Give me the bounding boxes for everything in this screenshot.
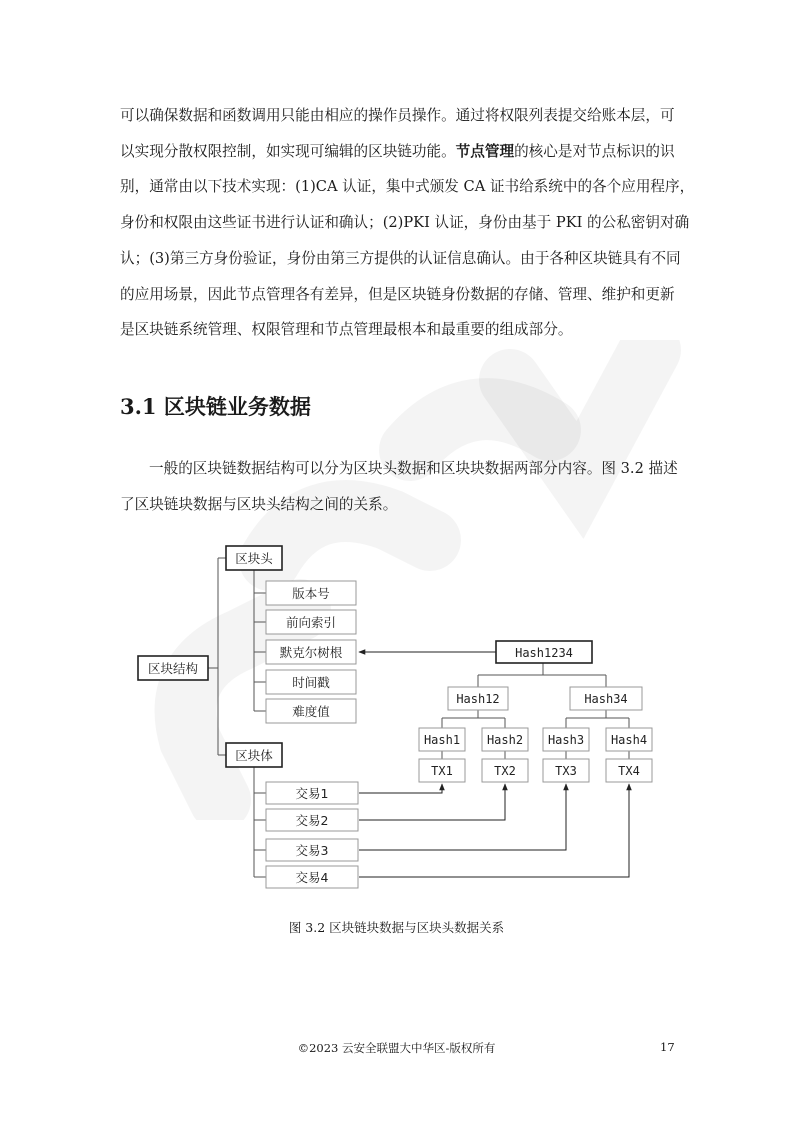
hash3-label: Hash3 <box>547 733 585 747</box>
header-field-timestamp: 时间戳 <box>292 675 330 690</box>
tx1-label: TX1 <box>431 764 453 778</box>
root-node-label: 区块结构 <box>147 661 199 676</box>
text-line: 的应用场景，因此节点管理各有差异，但是区块链身份数据的存储、管理、维护和更新 <box>120 285 675 303</box>
block-structure-diagram <box>130 535 670 900</box>
transaction-4: 交易4 <box>295 870 329 885</box>
header-field-prev-index: 前向索引 <box>285 615 337 630</box>
tx2-label: TX2 <box>494 764 516 778</box>
text-line: 是区块链系统管理、权限管理和节点管理最根本和最重要的组成部分。 <box>120 321 573 339</box>
footer-copyright: ©2023 云安全联盟大中华区-版权所有 <box>297 1041 496 1055</box>
section-heading: 3.1 区块链业务数据 <box>120 394 311 419</box>
text-line: 一般的区块链数据结构可以分为区块头数据和区块块数据两部分内容。图 3.2 描述 <box>149 460 678 477</box>
tx3-label: TX3 <box>555 764 577 778</box>
transaction-2: 交易2 <box>295 813 329 828</box>
header-field-merkle-root: 默克尔树根 <box>279 645 343 660</box>
bold-term: 节点管理 <box>455 142 515 160</box>
hash1-label: Hash1 <box>423 733 461 747</box>
header-field-difficulty: 难度值 <box>292 704 330 719</box>
merkle-root-label: Hash1234 <box>515 646 573 660</box>
header-field-version: 版本号 <box>292 586 330 601</box>
text-line: 认；(3)第三方身份验证，身份由第三方提供的认证信息确认。由于各种区块链具有不同 <box>120 249 681 267</box>
hash4-label: Hash4 <box>610 733 648 747</box>
page-number: 17 <box>660 1040 675 1054</box>
header-node-label: 区块头 <box>235 551 273 566</box>
paragraph-intro <box>120 451 676 522</box>
body-node-label: 区块体 <box>235 748 273 763</box>
hash12-label: Hash12 <box>456 692 500 706</box>
text-line: 可以确保数据和函数调用只能由相应的操作员操作。通过将权限列表提交给账本层，可 <box>120 107 675 124</box>
hash2-label: Hash2 <box>486 733 524 747</box>
paragraph-node-management <box>120 98 695 348</box>
transaction-3: 交易3 <box>295 843 329 858</box>
tx4-label: TX4 <box>618 764 640 778</box>
text-line <box>120 134 676 170</box>
hash34-label: Hash34 <box>584 692 628 706</box>
text-line: 身份和权限由这些证书进行认证和确认；(2)PKI 认证，身份由基于 PKI 的公私密钥对确 <box>120 214 690 232</box>
text-segment: 的核心是对节点标识的识 <box>514 142 675 160</box>
text-line: 别，通常由以下技术实现：(1)CA 认证，集中式颁发 CA 证书给系统中的各个应用程序， <box>120 178 695 196</box>
text-line: 了区块链块数据与区块头结构之间的关系。 <box>120 495 398 513</box>
text-segment: 以实现分散权限控制，如实现可编辑的区块链功能。 <box>120 142 456 160</box>
figure-caption: 图 3.2 区块链块数据与区块头数据关系 <box>288 920 505 935</box>
transaction-1: 交易1 <box>295 786 329 801</box>
